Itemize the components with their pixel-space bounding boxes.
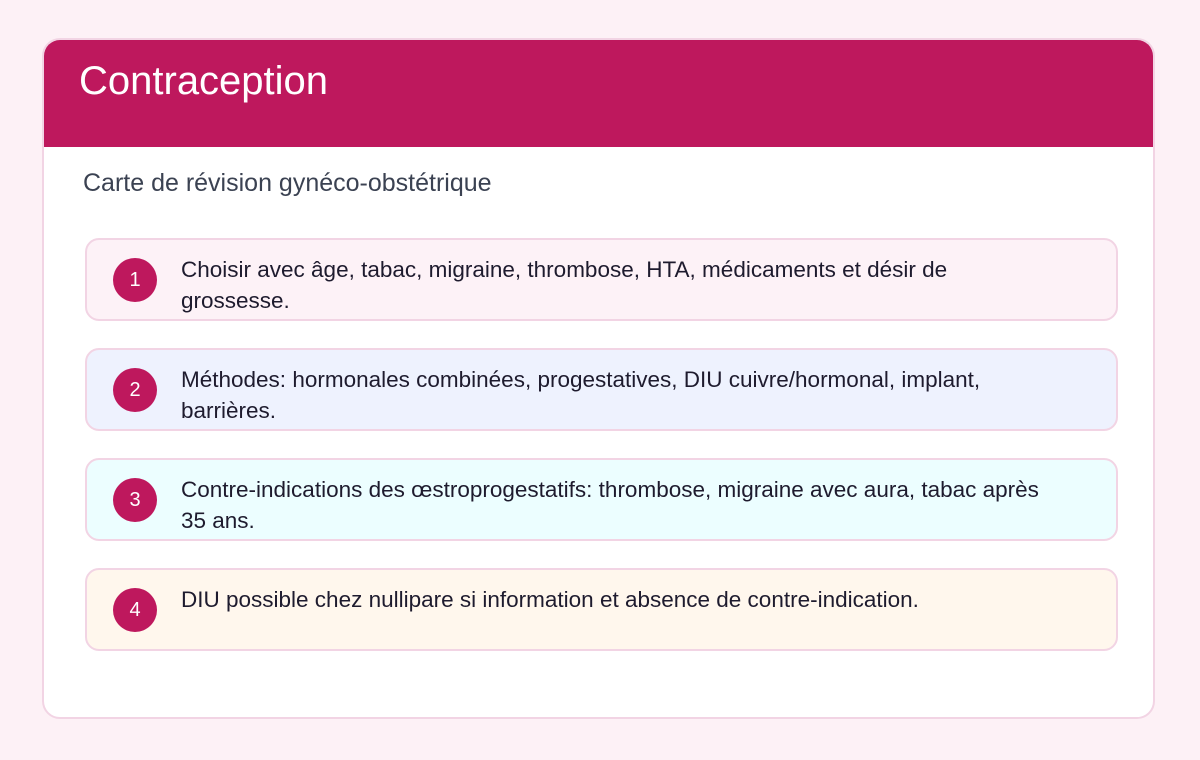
item-text: Contre-indications des œstroprogestatifs: thrombose, migraine avec aura, tabac après 35 ans. — [181, 477, 1039, 533]
list-item — [85, 458, 1118, 541]
list-item — [85, 348, 1118, 431]
item-text: DIU possible chez nullipare si information et absence de contre-indication. — [181, 587, 919, 612]
revision-card — [42, 38, 1155, 719]
card-header — [42, 38, 1155, 147]
card-subtitle: Carte de révision gynéco-obstétrique — [83, 169, 492, 197]
item-number-badge: 2 — [113, 368, 157, 412]
item-number-badge: 4 — [113, 588, 157, 632]
item-number-badge: 1 — [113, 258, 157, 302]
list-item — [85, 568, 1118, 651]
item-number-badge: 3 — [113, 478, 157, 522]
item-text: Choisir avec âge, tabac, migraine, thrombose, HTA, médicaments et désir de grossesse. — [181, 257, 948, 313]
card-title: Contraception — [79, 59, 329, 103]
list-item — [85, 238, 1118, 321]
item-text: Méthodes: hormonales combinées, progestatives, DIU cuivre/hormonal, implant, barrières. — [181, 367, 981, 423]
